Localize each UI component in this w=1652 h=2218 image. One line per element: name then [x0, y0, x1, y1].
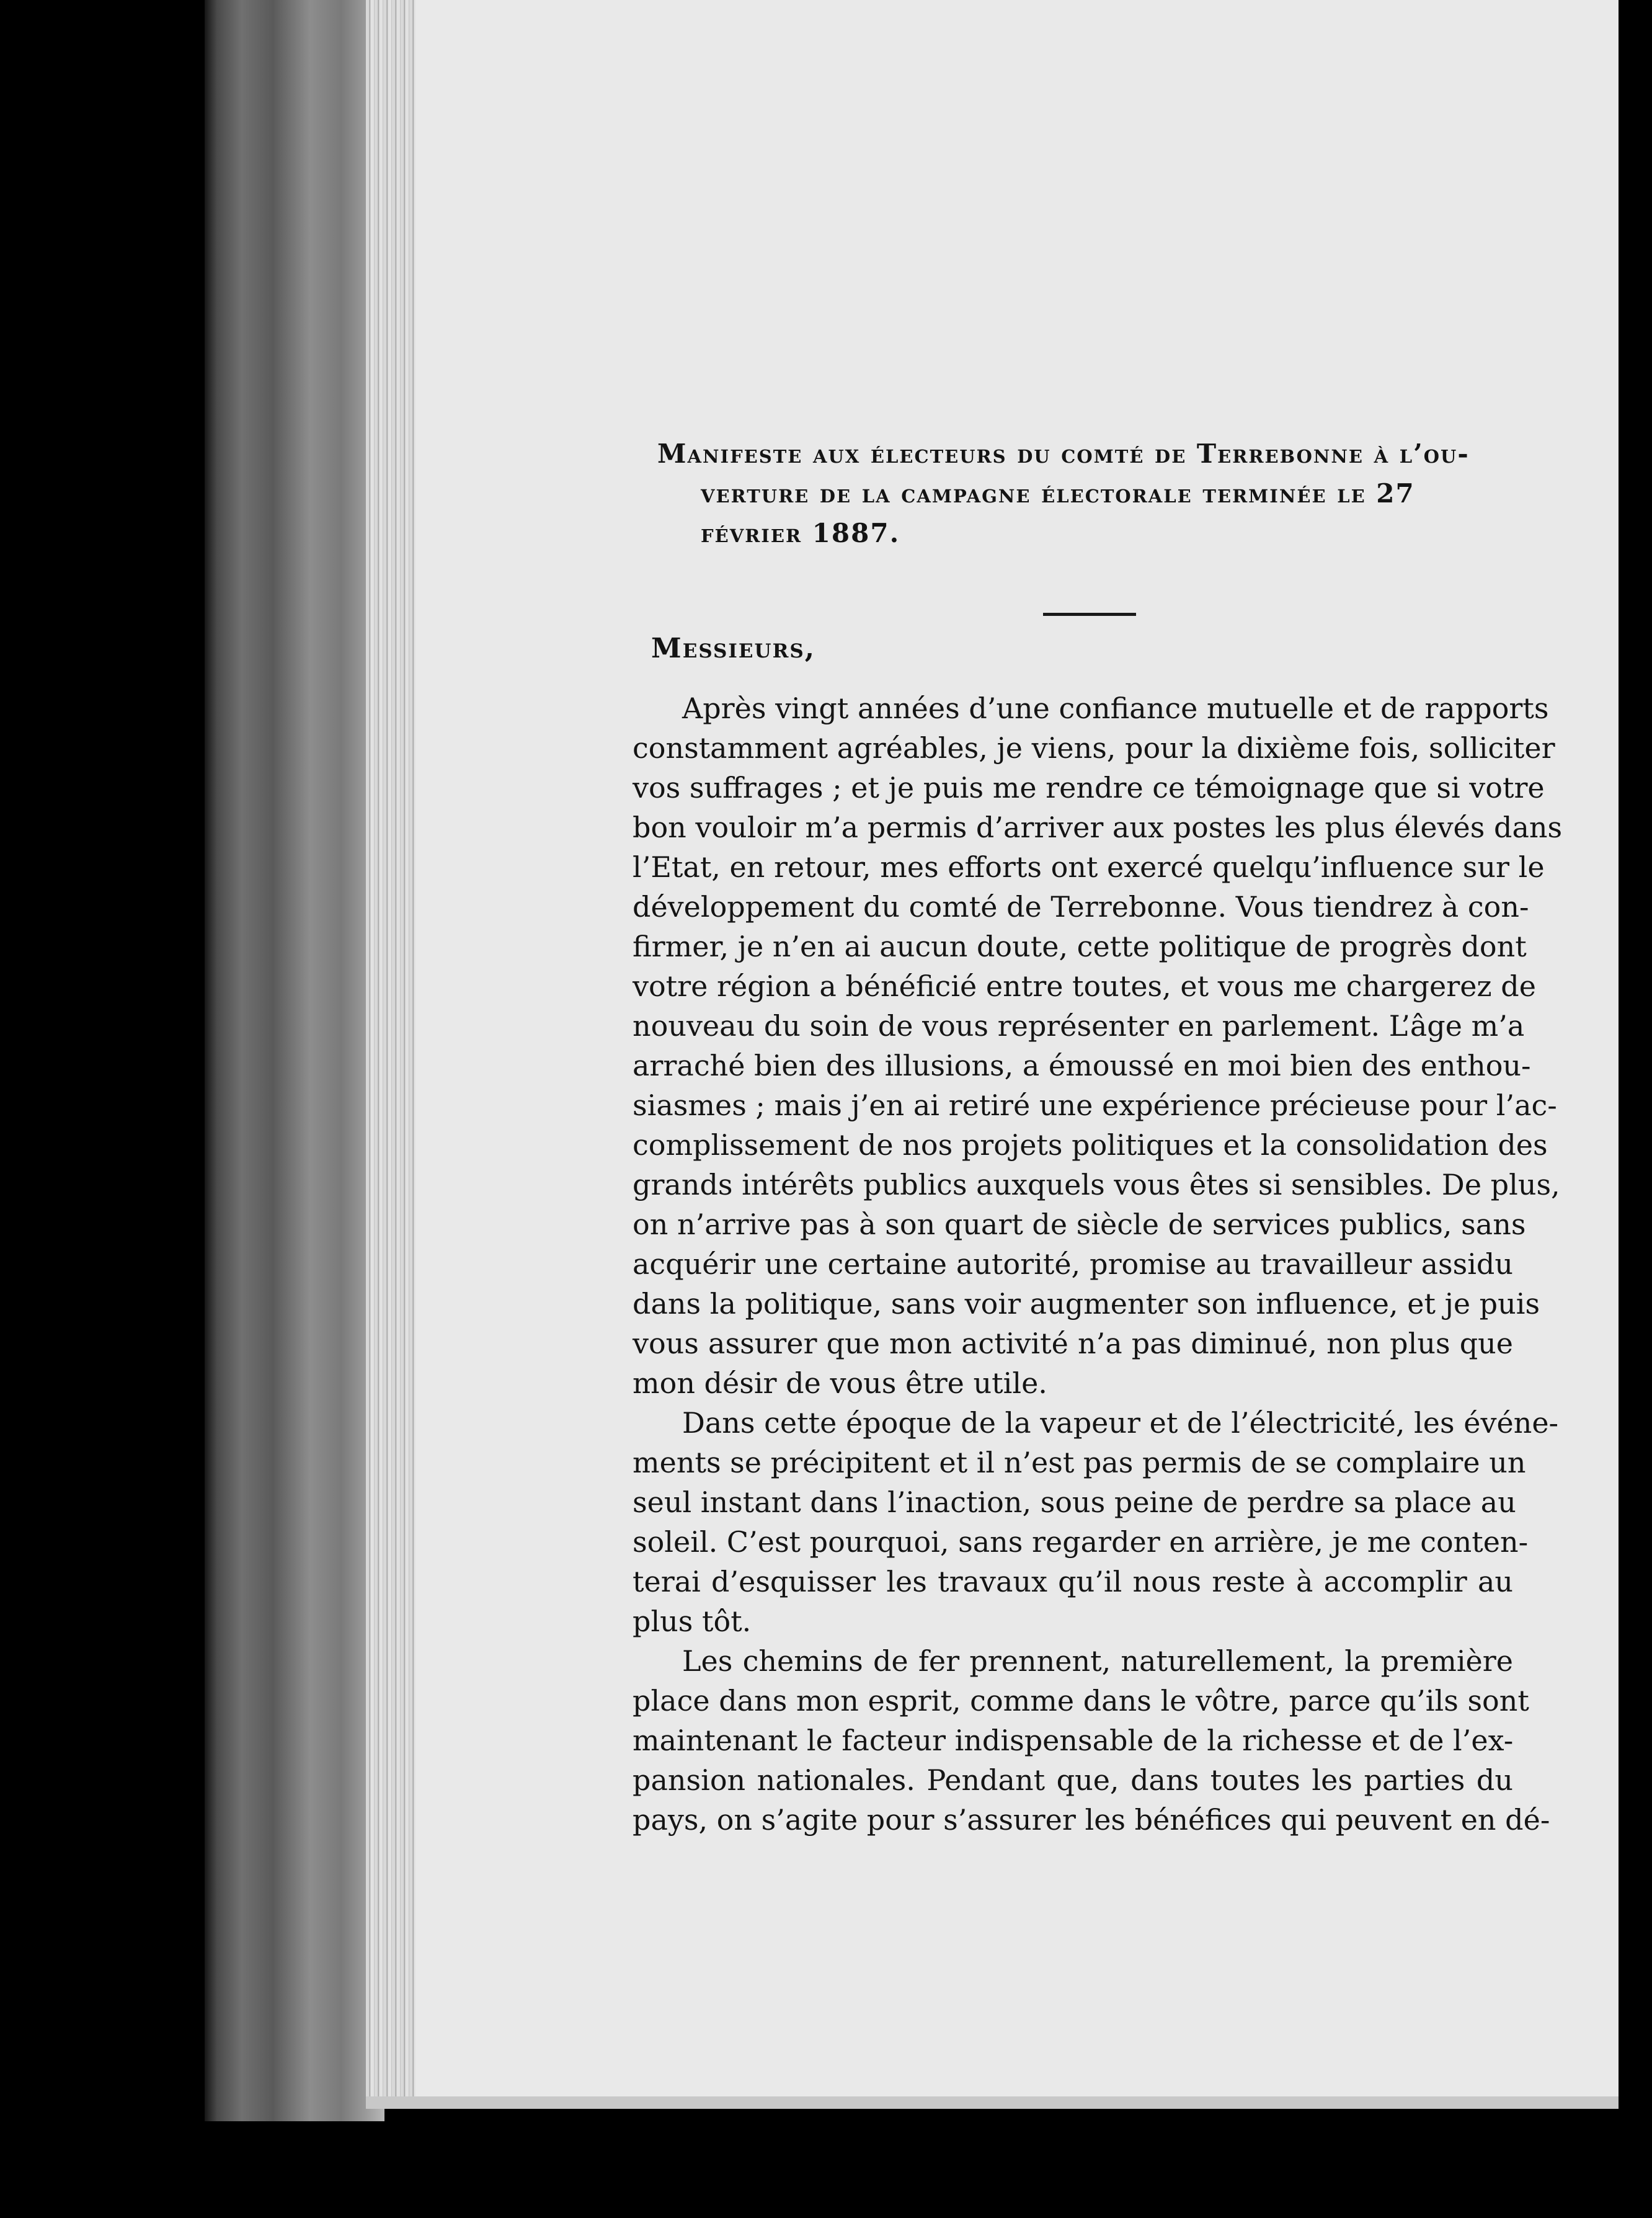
- text-line: plus tôt.: [633, 1605, 752, 1638]
- text-line: arraché bien des illusions, a émoussé en moi bien des enthou-: [633, 1049, 1531, 1082]
- title-line: février 1887.: [701, 518, 900, 548]
- text-line: développement du comté de Terrebonne. Vous tiendrez à con-: [633, 890, 1529, 924]
- title-line: Manifeste aux électeurs du comté de Terrebonne à l’ou-: [657, 439, 1470, 469]
- text-line: complissement de nos projets politiques et la consolidation des: [633, 1128, 1548, 1162]
- text-line: Après vingt années d’une confiance mutuelle et de rapports: [682, 692, 1549, 725]
- text-line: mon désir de vous être utile.: [633, 1366, 1047, 1400]
- text-line: nouveau du soin de vous représenter en parlement. L’âge m’a: [633, 1009, 1525, 1043]
- right-margin-strip: [1619, 0, 1652, 2218]
- page-edges: [366, 0, 422, 2109]
- title-line: verture de la campagne électorale terminée le 27: [701, 478, 1415, 509]
- text-line: terai d’esquisser les travaux qu’il nous reste à accomplir au: [633, 1565, 1513, 1598]
- text-line: bon vouloir m’a permis d’arriver aux postes les plus élevés dans: [633, 811, 1563, 844]
- text-line: seul instant dans l’inaction, sous peine de perdre sa place au: [633, 1485, 1516, 1519]
- manifesto-title: [657, 434, 1501, 553]
- text-line: dans la politique, sans voir augmenter son influence, et je puis: [633, 1287, 1540, 1321]
- page-bottom-edge: [366, 2096, 1619, 2109]
- salutation: Messieurs,: [651, 633, 816, 664]
- text-line: constamment agréables, je viens, pour la dixième fois, solliciter: [633, 731, 1555, 765]
- body-text: [633, 688, 1563, 1840]
- text-line: Dans cette époque de la vapeur et de l’électricité, les événe-: [682, 1406, 1559, 1440]
- text-line: ments se précipitent et il n’est pas permis de se complaire un: [633, 1446, 1526, 1479]
- text-line: siasmes ; mais j’en ai retiré une expérience précieuse pour l’ac-: [633, 1089, 1557, 1122]
- text-line: grands intérêts publics auxquels vous êtes si sensibles. De plus,: [633, 1168, 1560, 1201]
- text-line: vos suffrages ; et je puis me rendre ce témoignage que si votre: [633, 771, 1545, 804]
- text-line: maintenant le facteur indispensable de la richesse et de l’ex-: [633, 1724, 1514, 1757]
- text-line: firmer, je n’en ai aucun doute, cette politique de progrès dont: [633, 930, 1527, 963]
- book-binding: [205, 0, 384, 2121]
- title-divider: [1043, 613, 1136, 616]
- text-line: l’Etat, en retour, mes efforts ont exercé quelqu’influence sur le: [633, 850, 1545, 884]
- text-line: pays, on s’agite pour s’assurer les bénéfices qui peuvent en dé-: [633, 1803, 1550, 1837]
- text-line: Les chemins de fer prennent, naturellement, la première: [682, 1644, 1513, 1678]
- text-line: soleil. C’est pourquoi, sans regarder en arrière, je me conten-: [633, 1525, 1529, 1559]
- text-line: acquérir une certaine autorité, promise au travailleur assidu: [633, 1247, 1513, 1281]
- text-line: vous assurer que mon activité n’a pas diminué, non plus que: [633, 1327, 1513, 1360]
- text-line: on n’arrive pas à son quart de siècle de services publics, sans: [633, 1208, 1526, 1241]
- text-line: place dans mon esprit, comme dans le vôtre, parce qu’ils sont: [633, 1684, 1529, 1717]
- text-line: pansion nationales. Pendant que, dans toutes les parties du: [633, 1763, 1513, 1797]
- text-line: votre région a bénéficié entre toutes, et vous me chargerez de: [633, 969, 1536, 1003]
